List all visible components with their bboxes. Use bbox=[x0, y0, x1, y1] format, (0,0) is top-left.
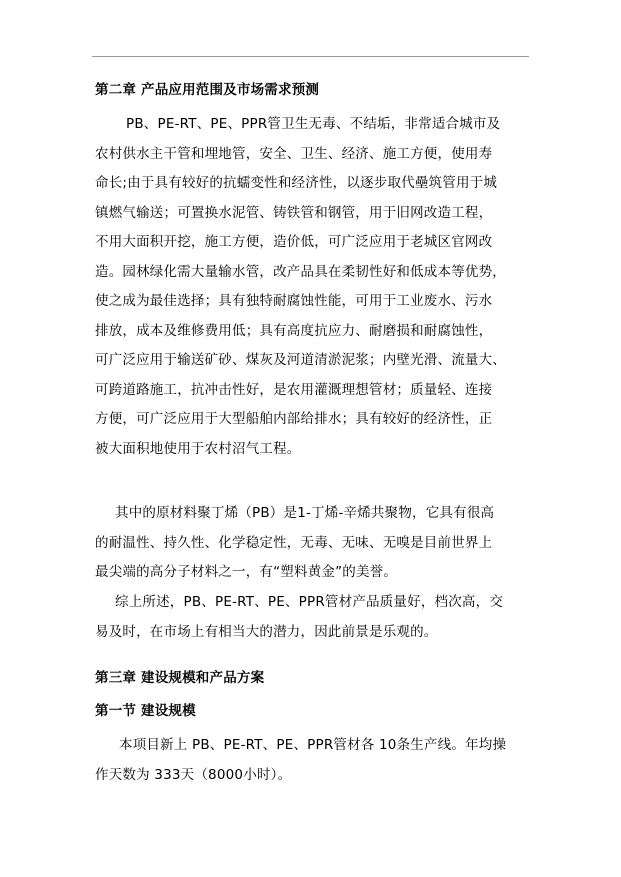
paragraph-line: 的耐温性、持久性、化学稳定性，无毒、无味、无嗅是目前世界上 bbox=[95, 534, 493, 551]
header-rule bbox=[92, 56, 529, 57]
paragraph-line: 可跨道路施工，抗冲击性好，是农用灌溉理想管材；质量轻、连接 bbox=[95, 381, 493, 398]
chapter-2-heading: 第二章 产品应用范围及市场需求预测 bbox=[95, 82, 320, 98]
paragraph-line: 不用大面积开挖，施工方便，造价低，可广泛应用于老城区官网改 bbox=[95, 234, 493, 250]
paragraph-line: PB、PE-RT、PE、PPR管卫生无毒、不结垢，非常适合城市及 bbox=[126, 116, 501, 132]
paragraph-line: 最尖端的高分子材料之一，有“塑料黄金”的美誉。 bbox=[95, 564, 398, 580]
paragraph-line: 本项目新上 PB、PE-RT、PE、PPR管材各 10条生产线。年均操 bbox=[119, 737, 507, 753]
section-1-heading: 第一节 建设规模 bbox=[95, 703, 196, 719]
paragraph-line: 方便，可广泛应用于大型船舶内部给排水；具有较好的经济性，正 bbox=[95, 411, 493, 427]
paragraph-line: 造。园林绿化需大量输水管，改产品具在柔韧性好和低成本等优势， bbox=[95, 263, 506, 280]
paragraph-line: 易及时，在市场上有相当大的潜力，因此前景是乐观的。 bbox=[95, 623, 438, 640]
paragraph-line: 可广泛应用于输送矿砂、煤灰及河道清淤泥浆；内壁光滑、流量大、 bbox=[95, 352, 506, 368]
paragraph-line: 综上所述，PB、PE-RT、PE、PPR管材产品质量好，档次高，交 bbox=[115, 594, 504, 610]
paragraph-line: 命长;由于具有较好的抗蠕变性和经济性，以逐步取代壘筑管用于城 bbox=[95, 175, 498, 191]
paragraph-line: 农村供水主干管和埋地管，安全、卫生、经济、施工方便，使用寿 bbox=[95, 145, 493, 162]
paragraph-summary bbox=[95, 588, 529, 647]
paragraph-line: 镇燃气输送；可置换水泥管、铸铁管和钢管，用于旧网改造工程， bbox=[95, 204, 493, 221]
paragraph-line: 被大面积地使用于农村沼气工程。 bbox=[95, 440, 301, 457]
paragraph-line: 排放，成本及维修费用低；具有高度抗应力、耐磨损和耐腐蚀性， bbox=[95, 322, 493, 339]
paragraph-scale bbox=[95, 731, 529, 790]
paragraph-line: 作天数为 333天（8000小时）。 bbox=[95, 766, 292, 783]
paragraph-line: 使之成为最佳选择；具有独特耐腐蚀性能，可用于工业废水、污水 bbox=[95, 293, 493, 309]
chapter-3-heading: 第三章 建设规模和产品方案 bbox=[95, 670, 265, 686]
paragraph-line: 其中的原材料聚丁烯（PB）是1-丁烯-辛烯共聚物，它具有很高 bbox=[115, 505, 495, 521]
paragraph-raw-material bbox=[95, 499, 529, 588]
paragraph-applications bbox=[95, 110, 529, 464]
